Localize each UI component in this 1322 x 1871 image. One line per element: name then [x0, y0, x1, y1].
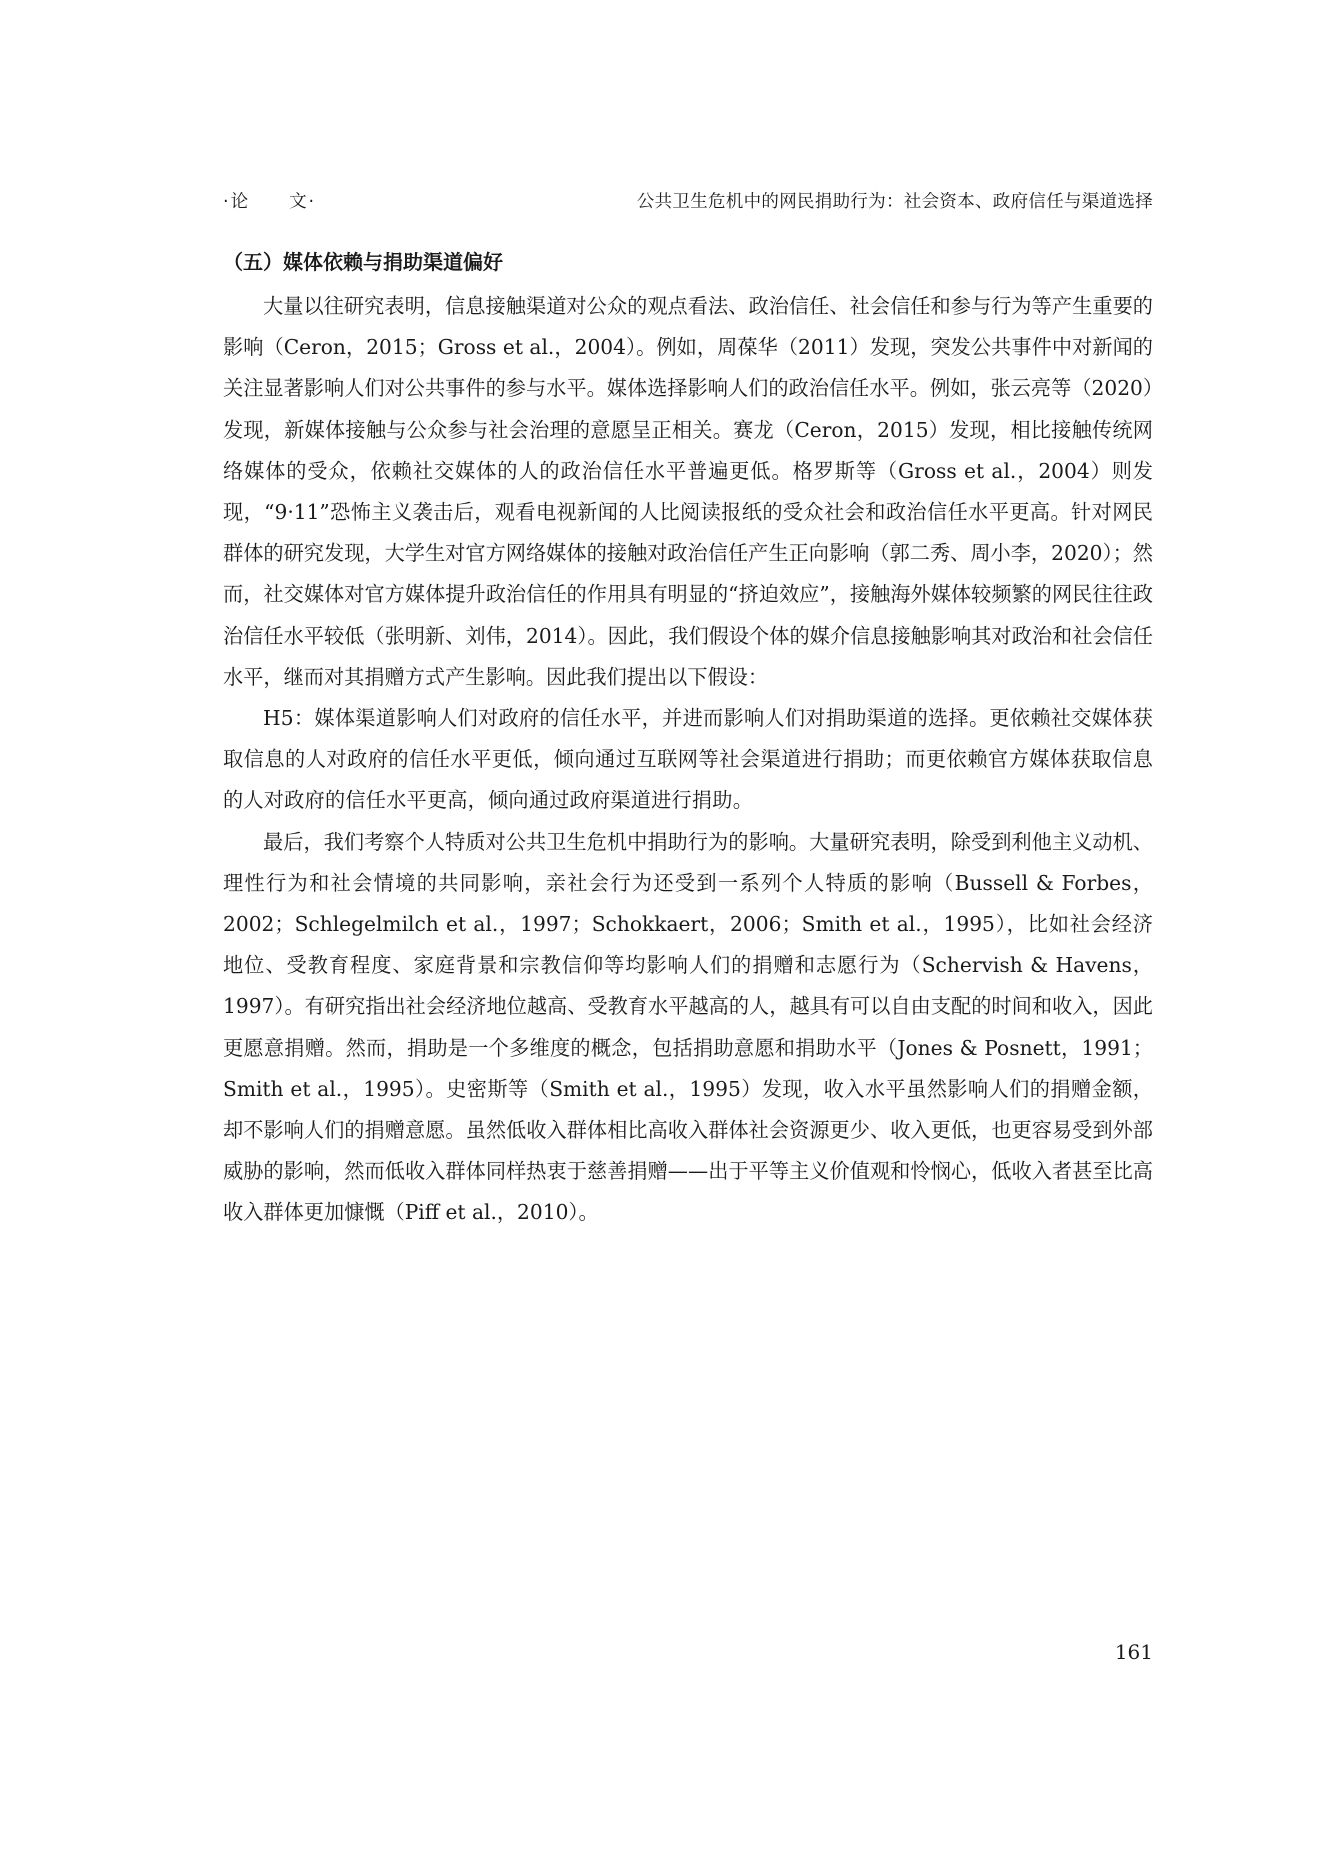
running-header — [223, 186, 1153, 218]
body-paragraph-2: 最后，我们考察个人特质对公共卫生危机中捐助行为的影响。大量研究表明，除受到利他主义动机、理性行为和社会情境的共同影响，亲社会行为还受到一系列个人特质的影响（Bussell & Forbes，2002；Schlegelmilch et al.，1997；Schokkaert，2006；Smith et al.，1995），比如社会经济地位、受教育程度、家庭背景和宗教信仰等均影响人们的捐赠和志愿行为（Schervish & Havens，1997）。有研究指出社会经济地位越高、受教育水平越高的人，越具有可以自由支配的时间和收入，因此更愿意捐赠。然而，捐助是一个多维度的概念，包括捐助意愿和捐助水平（Jones & Posnett，1991；Smith et al.，1995）。史密斯等（Smith et al.，1995）发现，收入水平虽然影响人们的捐赠金额，却不影响人们的捐赠意愿。虽然低收入群体相比高收入群体社会资源更少、收入更低，也更容易受到外部威胁的影响，然而低收入群体同样热衷于慈善捐赠——出于平等主义价值观和怜悯心，低收入者甚至比高收入群体更加慷慨（Piff et al.，2010）。 — [223, 829, 1153, 1225]
hypothesis-h5: H5：媒体渠道影响人们对政府的信任水平，并进而影响人们对捐助渠道的选择。更依赖社交媒体获取信息的人对政府的信任水平更低，倾向通过互联网等社会渠道进行捐助；而更依赖官方媒体获取信息的人对政府的信任水平更高，倾向通过政府渠道进行捐助。 — [223, 706, 1153, 813]
page-number: 161 — [1114, 1640, 1153, 1664]
header-article-title: 公共卫生危机中的网民捐助行为：社会资本、政府信任与渠道选择 — [636, 192, 1153, 212]
body-paragraph-1: 大量以往研究表明，信息接触渠道对公众的观点看法、政治信任、社会信任和参与行为等产生重要的影响（Ceron，2015；Gross et al.，2004）。例如，周葆华（2011）发现，突发公共事件中对新闻的关注显著影响人们对公共事件的参与水平。媒体选择影响人们的政治信任水平。例如，张云亮等（2020）发现，新媒体接触与公众参与社会治理的意愿呈正相关。赛龙（Ceron，2015）发现，相比接触传统网络媒体的受众，依赖社交媒体的人的政治信任水平普遍更低。格罗斯等（Gross et al.，2004）则发现，“9·11”恐怖主义袭击后，观看电视新闻的人比阅读报纸的受众社会和政治信任水平更高。针对网民群体的研究发现，大学生对官方网络媒体的接触对政治信任产生正向影响（郭二秀、周小李，2020）；然而，社交媒体对官方媒体提升政治信任的作用具有明显的“挤迫效应”，接触海外媒体较频繁的网民往往政治信任水平较低（张明新、刘伟，2014）。因此，我们假设个体的媒介信息接触影响其对政治和社会信任水平，继而对其捐赠方式产生影响。因此我们提出以下假设： — [223, 294, 1153, 689]
section-heading: （五）媒体依赖与捐助渠道偏好 — [223, 250, 503, 274]
header-section-label: ·论 文· — [223, 192, 317, 212]
article-body — [223, 246, 1153, 1234]
